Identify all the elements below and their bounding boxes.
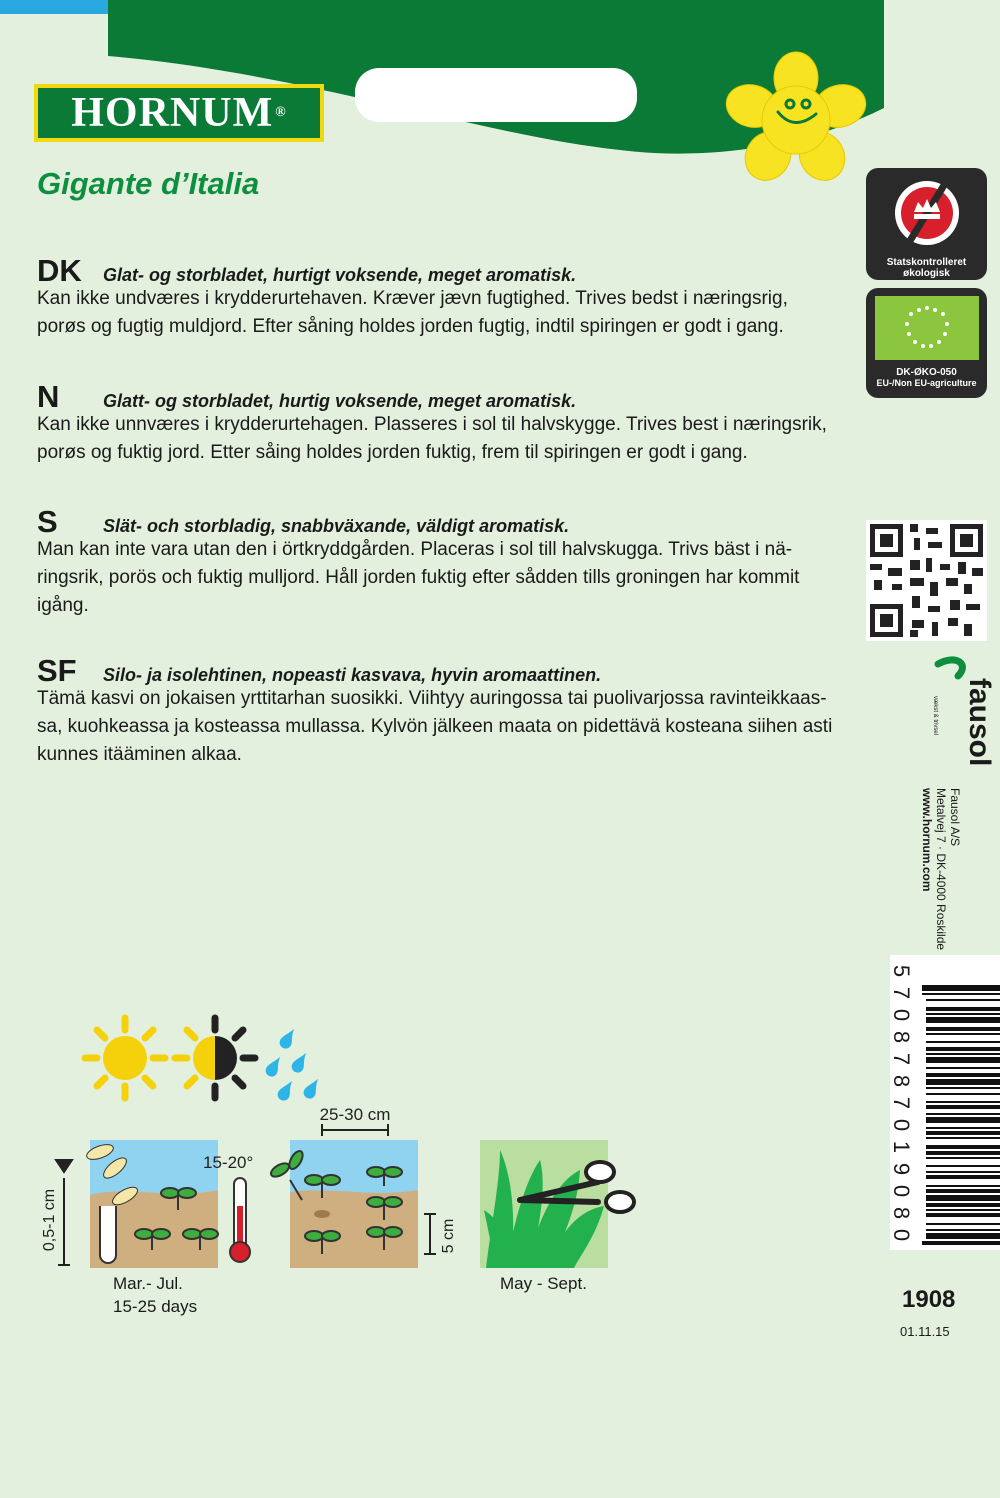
barcode-digit: 0	[889, 1118, 914, 1132]
barcode-bar	[922, 1241, 1000, 1245]
barcode-bar	[926, 1165, 1000, 1167]
section-body	[37, 536, 867, 620]
barcode-digit: 8	[889, 1074, 914, 1088]
barcode-bar	[926, 1017, 1000, 1023]
harvest-period: May - Sept.	[500, 1274, 587, 1293]
badge-line: økologisk	[903, 268, 950, 279]
sowing-box-icon	[85, 1140, 218, 1268]
badge-line: Statskontrolleret	[886, 257, 967, 268]
plant-spacing-marker	[424, 1214, 436, 1254]
row-spacing-label: 25-30 cm	[319, 1105, 391, 1124]
barcode-bar	[926, 1151, 1000, 1155]
barcode-bar	[926, 1131, 1000, 1135]
barcode-bar	[926, 1013, 1000, 1015]
barcode-bar	[926, 1233, 1000, 1239]
row-spacing-marker	[322, 1124, 388, 1136]
barcode-bar	[926, 1113, 1000, 1115]
company-name: Fausol A/S	[948, 788, 962, 847]
badge-origin: EU-/Non EU-agriculture	[876, 378, 977, 388]
section-body	[37, 685, 867, 769]
barcode-bar	[926, 1171, 1000, 1173]
fausol-logo	[928, 656, 996, 780]
section-tagline: Glatt- og storbladet, hurtig voksende, meget aromatisk.	[103, 391, 577, 411]
language-code: DK	[37, 253, 82, 288]
section-tagline: Glat- og storbladet, hurtigt voksende, meget aromatisk.	[103, 265, 577, 285]
variety-name: Gigante d’Italia	[37, 166, 260, 201]
ean-barcode	[890, 955, 1000, 1250]
barcode-digit: 7	[889, 1096, 914, 1110]
barcode-bar	[926, 1073, 1000, 1077]
growing-instructions	[0, 1010, 880, 1330]
body-line: igång.	[37, 595, 89, 616]
barcode-bar	[926, 1105, 1000, 1109]
section-s	[37, 505, 867, 620]
body-line: Kan ikke undværes i krydderurtehaven. Kræver jævn fugtighed. Trives bedst i næringsrig,	[37, 288, 788, 309]
plant-spacing-label: 5 cm	[440, 1218, 457, 1254]
barcode-bar	[926, 1145, 1000, 1149]
section-sf	[37, 654, 867, 769]
section-body	[37, 411, 867, 467]
section-tagline: Slät- och storbladig, snabbväxande, väldigt aromatisk.	[103, 516, 570, 536]
language-code: SF	[37, 653, 77, 688]
barcode-bar	[926, 1209, 1000, 1211]
thermometer-icon	[230, 1178, 250, 1262]
barcode-bar	[926, 1189, 1000, 1193]
barcode-bar	[926, 1157, 1000, 1159]
barcode-digit: 0	[889, 1228, 914, 1242]
barcode-bar	[926, 1101, 1000, 1103]
eu-leaf-icon	[875, 296, 979, 360]
barcode-bar	[926, 1223, 1000, 1225]
temperature-label: 15-20°	[203, 1153, 254, 1172]
brand-name: HORNUM	[71, 90, 274, 136]
barcode-bar	[926, 1093, 1000, 1095]
barcode-digit: 7	[889, 986, 914, 1000]
half-shade-icon	[175, 1018, 255, 1098]
barcode-bar	[926, 1067, 1000, 1069]
language-code: S	[37, 504, 58, 539]
body-line: porøs og fugtig muldjord. Efter såning holdes jorden fugtig, indtil spiringen er godt i gang.	[37, 316, 784, 337]
body-line: Man kan inte vara utan den i örtkryddgården. Placeras i sol till halvskugga. Trivs bäst i nä-	[37, 539, 793, 560]
barcode-bar	[926, 1047, 1000, 1051]
body-line: sa, kuohkeassa ja kosteassa mullassa. Kylvön jälkeen maata on pidettävä kosteana siihen asti	[37, 716, 833, 737]
barcode-bar	[926, 1127, 1000, 1129]
company-street: Metalvej 7 · DK-4000 Roskilde	[934, 788, 948, 951]
company-website[interactable]: www.hornum.com	[920, 788, 934, 892]
barcode-bar	[926, 1041, 1000, 1043]
body-line: porøs og fuktig jord. Etter såing holdes jorden fuktig, frem til spiringen er godt i gang.	[37, 442, 748, 463]
barcode-bar	[926, 1137, 1000, 1139]
water-drops-icon	[264, 1026, 322, 1103]
body-line: Kan ikke unnværes i krydderurtehagen. Plasseres i sol til halvskygge. Trives best i næringsrik,	[37, 414, 827, 435]
barcode-bar	[926, 1213, 1000, 1217]
barcode-digit: 9	[889, 1162, 914, 1176]
barcode-bar	[926, 1027, 1000, 1031]
registered-mark: ®	[275, 105, 287, 120]
fausol-wordmark: fausol	[963, 678, 996, 767]
barcode-bar	[926, 999, 1000, 1001]
barcode-digit: 0	[889, 1184, 914, 1198]
language-code: N	[37, 379, 60, 414]
germination-time: 15-25 days	[113, 1297, 198, 1316]
hornum-logo	[34, 84, 324, 142]
body-line: kunnes itääminen alkaa.	[37, 744, 242, 765]
barcode-bar	[926, 1117, 1000, 1123]
barcode-bar	[926, 1087, 1000, 1089]
smiling-flower-icon	[726, 52, 866, 182]
dk-organic-badge	[866, 168, 987, 280]
barcode-bar	[926, 1203, 1000, 1207]
eu-organic-badge	[866, 288, 987, 398]
body-line: ringsrik, porös och fuktig mulljord. Håll jorden fuktig efter sådden tills groningen har kommit	[37, 567, 800, 588]
barcode-bar	[926, 1057, 1000, 1063]
full-sun-icon	[85, 1018, 165, 1098]
badge-code: DK-ØKO-050	[896, 367, 957, 378]
barcode-digit: 8	[889, 1206, 914, 1220]
organic-crown-icon	[888, 174, 966, 252]
barcode-digit: 1	[889, 1140, 914, 1154]
section-tagline: Silo- ja isolehtinen, nopeasti kasvava, hyvin aromaattinen.	[103, 665, 602, 685]
body-line: Tämä kasvi on jokaisen yrttitarhan suosikki. Viihtyy auringossa tai puolivarjossa ravinteikkaas-	[37, 688, 827, 709]
sowing-period: Mar.- Jul.	[113, 1274, 183, 1293]
barcode-digit: 7	[889, 1052, 914, 1066]
barcode-digit: 5	[889, 964, 914, 978]
barcode-bar	[926, 1185, 1000, 1187]
barcode-bar	[922, 985, 1000, 991]
barcode-digit: 0	[889, 1008, 914, 1022]
barcode-bar	[922, 993, 1000, 995]
barcode-bar	[926, 1033, 1000, 1035]
depth-marker	[56, 1160, 72, 1265]
barcode-bar	[926, 1007, 1000, 1011]
company-address	[920, 788, 962, 951]
spacing-box-icon	[269, 1140, 418, 1268]
barcode-bar	[926, 1175, 1000, 1179]
section-n	[37, 380, 867, 467]
fausol-slogan: vækst & trivsel	[932, 696, 938, 736]
print-date: 01.11.15	[900, 1324, 950, 1339]
depth-label: 0,5-1 cm	[41, 1188, 58, 1252]
qr-code[interactable]	[866, 520, 987, 641]
item-number: 1908	[902, 1286, 956, 1313]
white-label-area	[355, 68, 637, 122]
barcode-bar	[926, 1195, 1000, 1201]
barcode-bar	[926, 1229, 1000, 1231]
section-body	[37, 285, 867, 341]
section-dk	[37, 254, 867, 341]
barcode-digit: 8	[889, 1030, 914, 1044]
barcode-bar	[926, 1079, 1000, 1085]
barcode-bar	[926, 1053, 1000, 1055]
